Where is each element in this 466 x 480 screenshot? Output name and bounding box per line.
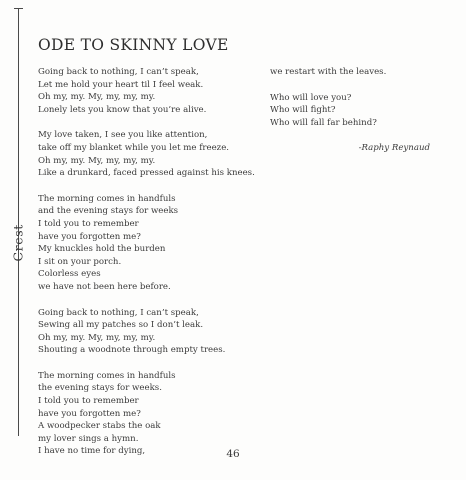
poem-line: my lover sings a hymn.	[38, 433, 139, 444]
poem-line: My knuckles hold the burden	[38, 244, 166, 255]
poem-line: Oh my, my. My, my, my, my.	[38, 92, 156, 103]
poem-stanza	[270, 66, 440, 79]
poem-line: I told you to remember	[38, 218, 139, 229]
poem-right-column	[270, 66, 440, 155]
poem-title: ODE TO SKINNY LOVE	[38, 36, 229, 54]
margin-rule-cap	[14, 8, 23, 9]
poem-line: Lonely lets you know that you’re alive.	[38, 104, 207, 115]
margin-rule	[18, 8, 19, 436]
poem-stanza	[38, 66, 258, 116]
poem-line: Oh my, my. My, my, my, my.	[38, 155, 156, 166]
section-label: Crest	[10, 224, 26, 262]
poem-right-stanzas	[270, 66, 440, 129]
poem-stanza	[38, 307, 258, 357]
poem-line: Like a drunkard, faced pressed against his knees.	[38, 168, 255, 179]
poem-line: Sewing all my patches so I don’t leak.	[38, 320, 204, 331]
poem-line: The morning comes in handfuls	[38, 193, 176, 204]
poem-line: I have no time for dying,	[38, 446, 146, 457]
poem-line: have you forgotten me?	[38, 408, 141, 419]
poem-line: and the evening stays for weeks	[38, 206, 179, 217]
poem-line: have you forgotten me?	[38, 231, 141, 242]
page-number: 46	[226, 448, 240, 460]
poem-line: The morning comes in handfuls	[38, 370, 176, 381]
poem-line: Oh my, my. My, my, my, my.	[38, 332, 156, 343]
poem-line: Who will fight?	[270, 105, 336, 116]
poem-line: I told you to remember	[38, 396, 139, 407]
poem-left-column	[38, 66, 258, 471]
poem-line: Going back to nothing, I can’t speak,	[38, 67, 199, 77]
poem-line: Going back to nothing, I can’t speak,	[38, 307, 199, 318]
poem-line: Shouting a woodnote through empty trees.	[38, 345, 226, 356]
poem-line: Who will love you?	[270, 92, 352, 103]
poem-line: My love taken, I see you like attention,	[38, 130, 208, 141]
poem-line: we have not been here before.	[38, 281, 171, 292]
poem-line: take off my blanket while you let me freeze.	[38, 142, 230, 153]
poem-stanza	[38, 129, 258, 179]
poem-line: we restart with the leaves.	[270, 67, 387, 77]
poem-line: the evening stays for weeks.	[38, 383, 162, 394]
poem-line: Let me hold your heart til I feel weak.	[38, 79, 204, 90]
poem-attribution: -Raphy Reynaud	[358, 143, 430, 154]
poem-line: Who will fall far behind?	[270, 117, 377, 128]
poem-stanza	[270, 92, 440, 130]
poem-line: Colorless eyes	[38, 269, 101, 280]
poem-line: I sit on your porch.	[38, 256, 122, 267]
poem-stanza	[38, 370, 258, 458]
poem-stanza	[38, 193, 258, 294]
poem-line: A woodpecker stabs the oak	[38, 421, 161, 432]
